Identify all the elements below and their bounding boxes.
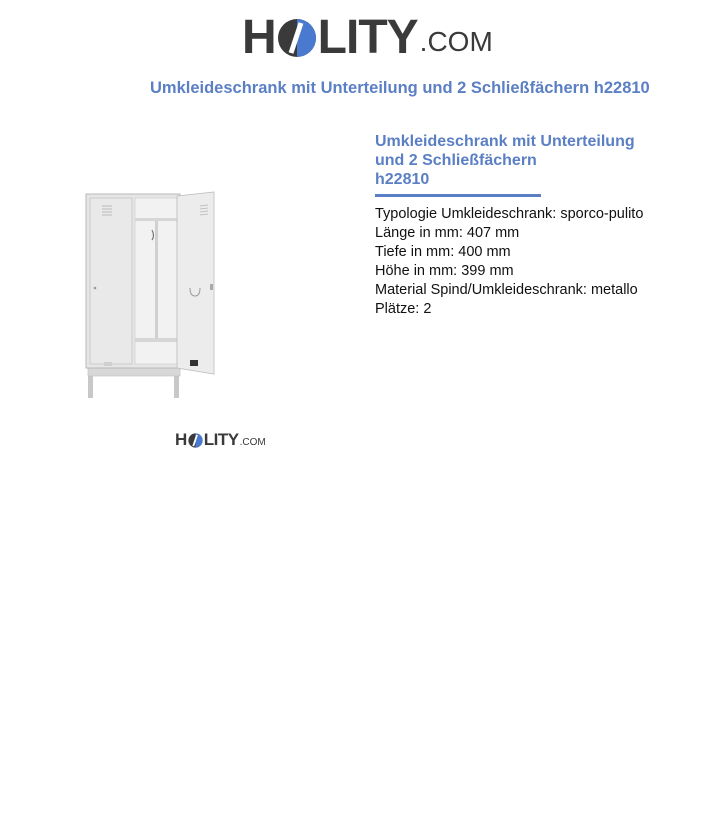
spec-length: Länge in mm: 407 mm [375, 225, 520, 241]
product-heading [375, 132, 675, 189]
heading-divider [375, 194, 541, 197]
logo-letters-lity-small: LITY [203, 430, 239, 449]
logo-o-icon-small [188, 433, 203, 448]
product-heading-line: und 2 Schließfächern [375, 152, 537, 169]
spec-depth: Tiefe in mm: 400 mm [375, 244, 511, 260]
logo-domain: .COM [419, 26, 493, 57]
spec-material: Material Spind/Umkleideschrank: metallo [375, 282, 638, 298]
brand-logo[interactable] [242, 10, 493, 65]
logo-o-icon [277, 18, 317, 58]
spec-height: Höhe in mm: 399 mm [375, 263, 514, 279]
locker-image [82, 190, 222, 402]
logo-letter-h: H [242, 11, 276, 64]
product-heading-line: Umkleideschrank mit Unterteilung [375, 133, 635, 150]
page-title: Umkleideschrank mit Unterteilung und 2 Schließfächern h22810 [150, 79, 650, 97]
product-specs [375, 205, 643, 319]
spec-places: Plätze: 2 [375, 301, 432, 317]
logo-letters-lity: LITY [317, 11, 418, 64]
spec-typology: Typologie Umkleideschrank: sporco-pulito [375, 206, 644, 222]
logo-letter-h-small: H [175, 430, 187, 449]
logo-domain-small: .COM [239, 437, 266, 448]
brand-logo-small[interactable] [175, 430, 266, 450]
product-heading-line: h22810 [375, 171, 430, 188]
